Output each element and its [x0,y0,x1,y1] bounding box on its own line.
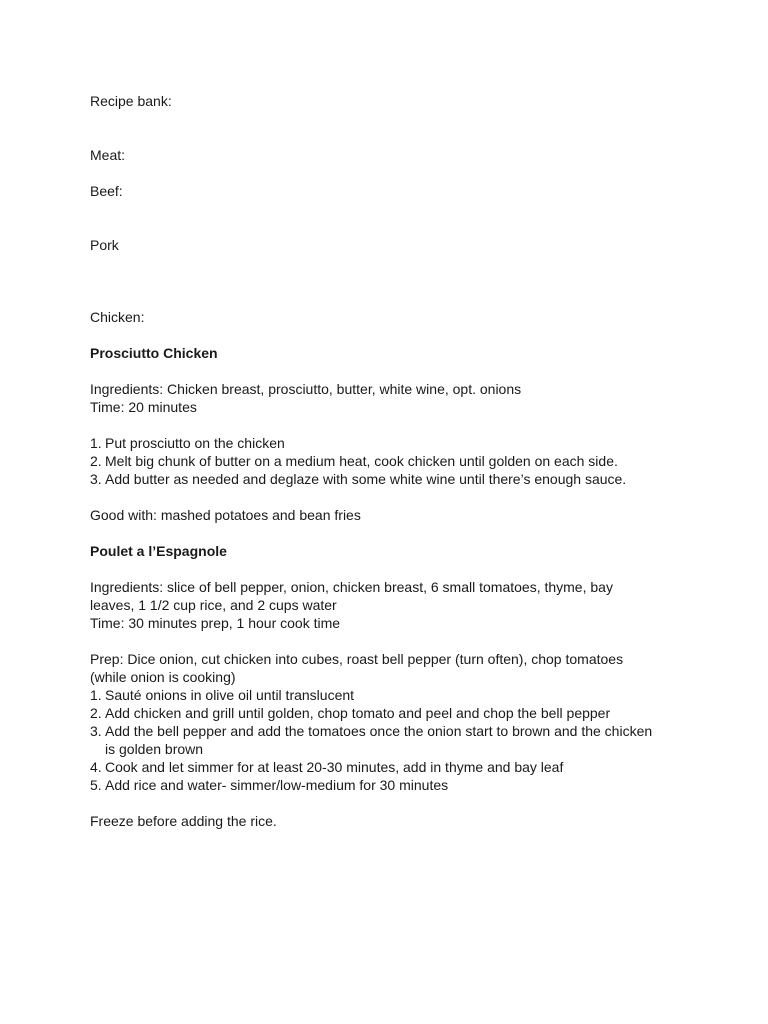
recipe-steps [90,686,670,794]
recipe-time: Time: 20 minutes [90,399,197,415]
doc-title: Recipe bank: [90,93,172,109]
list-item [90,686,670,704]
step-text: Add rice and water- simmer/low-medium for 30 minutes [105,777,449,793]
recipe-ingredients: Ingredients: Chicken breast, prosciutto, butter, white wine, opt. onions [90,381,522,397]
list-item [90,452,690,470]
list-item [90,470,690,488]
document-page [90,92,690,830]
recipe-title: Prosciutto Chicken [90,345,218,361]
step-number: 2. [90,453,102,469]
step-number: 5. [90,777,102,793]
recipe-steps [90,434,690,488]
step-number: 3. [90,723,102,739]
recipe-note: Freeze before adding the rice. [90,813,277,829]
step-number: 1. [90,435,102,451]
step-text: Put prosciutto on the chicken [105,435,285,451]
recipe-prep-cont: (while onion is cooking) [90,669,236,685]
recipe-ingredients-cont: leaves, 1 1/2 cup rice, and 2 cups water [90,597,337,613]
recipe-ingredients: Ingredients: slice of bell pepper, onion, chicken breast, 6 small tomatoes, thyme, bay [90,579,613,595]
recipe-prep: Prep: Dice onion, cut chicken into cubes, roast bell pepper (turn often), chop tomatoes [90,651,624,667]
step-number: 4. [90,759,102,775]
list-item [90,704,670,722]
step-text: Cook and let simmer for at least 20-30 minutes, add in thyme and bay leaf [105,759,564,775]
recipe-time: Time: 30 minutes prep, 1 hour cook time [90,615,341,631]
list-item [90,722,665,758]
section-meat: Meat: [90,147,126,163]
list-item [90,434,690,452]
list-item [90,776,670,794]
recipe-good-with: Good with: mashed potatoes and bean fries [90,507,361,523]
step-text: Melt big chunk of butter on a medium heat, cook chicken until golden on each side. [105,453,618,469]
step-text: Sauté onions in olive oil until translucent [105,687,355,703]
step-number: 3. [90,471,102,487]
list-item [90,758,670,776]
section-pork: Pork [90,237,119,253]
step-text: Add butter as needed and deglaze with some white wine until there’s enough sauce. [105,471,627,487]
section-chicken: Chicken: [90,309,145,325]
step-number: 2. [90,705,102,721]
step-text: Add the bell pepper and add the tomatoes once the onion start to brown and the chicken is golden brown [105,723,653,757]
step-text: Add chicken and grill until golden, chop tomato and peel and chop the bell pepper [105,705,611,721]
section-beef: Beef: [90,183,123,199]
step-number: 1. [90,687,102,703]
recipe-title: Poulet a l’Espagnole [90,543,227,559]
